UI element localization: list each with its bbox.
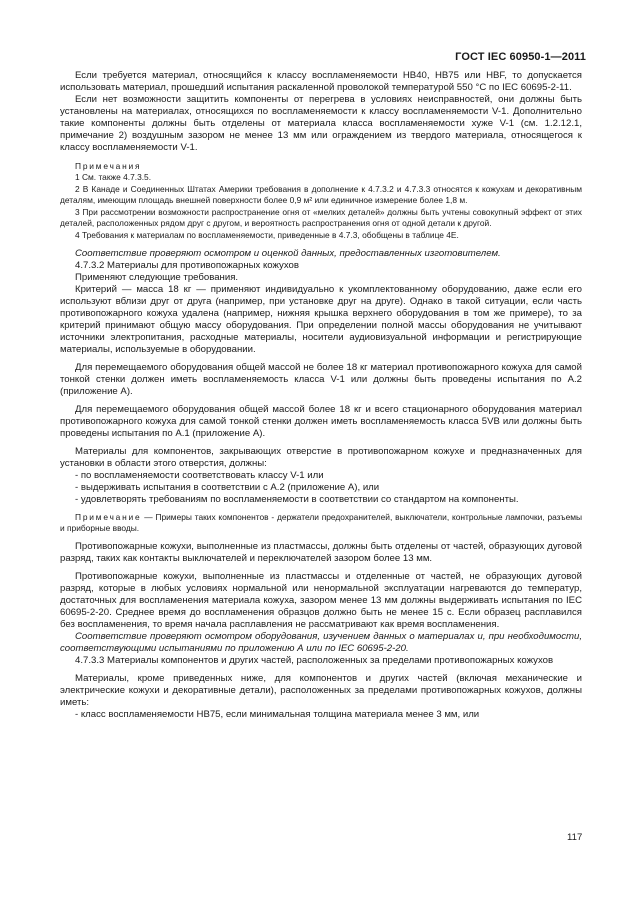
subsection-heading: 4.7.3.3 Материалы компонентов и других частей, расположенных за пределами противопожарных кожухов bbox=[75, 654, 554, 666]
paragraph: Применяют следующие требования. bbox=[75, 271, 239, 283]
note-label: Примечание bbox=[75, 511, 142, 522]
notes-heading: Примечания bbox=[75, 161, 142, 171]
list-item: - выдерживать испытания в соответствии с А.2 (приложение А), или bbox=[75, 481, 380, 493]
list-item: - по воспламеняемости соответствовать классу V-1 или bbox=[75, 469, 324, 481]
compliance-statement: Соответствие проверяют осмотром и оценкой данных, предоставленных изготовителем. bbox=[75, 247, 501, 259]
note-text: — Примеры таких компонентов - держатели предохранителей, выключатели, контрольные лампочки, разъемы и приборные вводы. bbox=[60, 511, 582, 534]
list-item: - удовлетворять требованиям по воспламеняемости в соответствии со стандартом на компоненты. bbox=[75, 493, 519, 505]
list-item: - класс воспламеняемости HB75, если минимальная толщина материала менее 3 мм, или bbox=[75, 708, 480, 720]
paragraph: Если нет возможности защитить компоненты от перегрева в условиях неисправностей, они должны быть установлены на материалах, относящихся по воспламеняемости к классу воспламеняемости V-1. Дополнительно такие компоненты должны быть отделены от материала класса воспламеняемости хуже V-1 (см. 1.2.12.1, примечание 2) воздушным зазором не менее 13 мм или ограждением из твердого материала, относящегося к классу воспламеняемости V-1. bbox=[60, 94, 582, 153]
note-item: 1 См. также 4.7.3.5. bbox=[75, 172, 152, 182]
paragraph: Противопожарные кожухи, выполненные из пластмассы и отделенные от частей, не образующих дуговой разряд, которые в любых условиях нормальной или ненормальной эксплуатации нагреваются до температур, достаточных для воспламенения материала кожуха, зазором менее 13 мм должны выдерживать испытания по IEC 60695-2-20. Среднее время до воспламенения образцов должно быть не менее 15 с. Если образец расплавился без воспламенения, то время начала расплавления не рассматривают как время воспламенения. bbox=[60, 570, 582, 630]
paragraph: Для перемещаемого оборудования общей массой более 18 кг и всего стационарного оборудования материал противопожарного кожуха для самой тонкой стенки должен иметь воспламеняемость класса 5VB или должны быть проведены испытания по А.1 (приложение А). bbox=[60, 403, 582, 439]
note-inline bbox=[60, 512, 582, 535]
standard-header: ГОСТ IEC 60950-1—2011 bbox=[455, 51, 586, 63]
note-item: 3 При рассмотрении возможности распространение огня от «мелких деталей» должны быть учтены совокупный эффект от этих деталей, расположенных рядом друг с другом, и вероятность распространения огня от одной детали к другой. bbox=[60, 206, 582, 229]
paragraph: Для перемещаемого оборудования общей массой не более 18 кг материал противопожарного кожуха для самой тонкой стенки должен иметь воспламеняемость класса V-1 или должны быть проведены испытания по А.2 (приложение А). bbox=[60, 361, 582, 397]
subsection-heading: 4.7.3.2 Материалы для противопожарных кожухов bbox=[75, 259, 299, 271]
compliance-statement: Соответствие проверяют осмотром оборудования, изучением данных о материалах и, при необходимости, соответствующими испытаниями по приложению А или по IEC 60695-2-20. bbox=[60, 630, 582, 654]
paragraph: Материалы, кроме приведенных ниже, для компонентов и других частей (включая механические и электрические кожухи и декоративные детали), расположенных за пределами противопожарных кожухов, должны иметь: bbox=[60, 672, 582, 708]
page-content bbox=[60, 70, 582, 721]
paragraph: Критерий — масса 18 кг — применяют индивидуально к укомплектованному оборудованию, даже если его используют вблизи друг от друга (например, при установке друг на друге). Однако в такой ситуации, если часть противопожарного кожуха удалена (например, нижняя крышка верхнего оборудования в том же примере), то за критерий принимают общую массу оборудования. При определении полной массы оборудования не учитывают источники электропитания, расходные материалы, носители аудиовизуальной информации и регистрирующие материалы, используемые в оборудовании. bbox=[60, 283, 582, 355]
page-number: 117 bbox=[567, 832, 583, 843]
note-item: 2 В Канаде и Соединенных Штатах Америки требования в дополнение к 4.7.3.2 и 4.7.3.3 относятся к кожухам и декоративным деталям, имеющим площадь внешней поверхности более 0,9 м² или единичное измерение более 1,8 м. bbox=[60, 183, 582, 206]
paragraph: Материалы для компонентов, закрывающих отверстие в противопожарном кожухе и предназначенных для установки в области этого отверстия, должны: bbox=[60, 445, 582, 469]
paragraph: Противопожарные кожухи, выполненные из пластмассы, должны быть отделены от частей, образующих дуговой разряд, таких как контакты выключателей и переключателей зазором более 13 мм. bbox=[60, 540, 582, 564]
note-item: 4 Требования к материалам по воспламеняемости, приведенные в 4.7.3, обобщены в таблице 4E. bbox=[75, 229, 459, 240]
paragraph: Если требуется материал, относящийся к классу воспламеняемости HB40, HB75 или HBF, то допускается использовать материал, прошедший испытания раскаленной проволокой температурой 550 °C по IEC 60695-2-11. bbox=[60, 70, 582, 93]
